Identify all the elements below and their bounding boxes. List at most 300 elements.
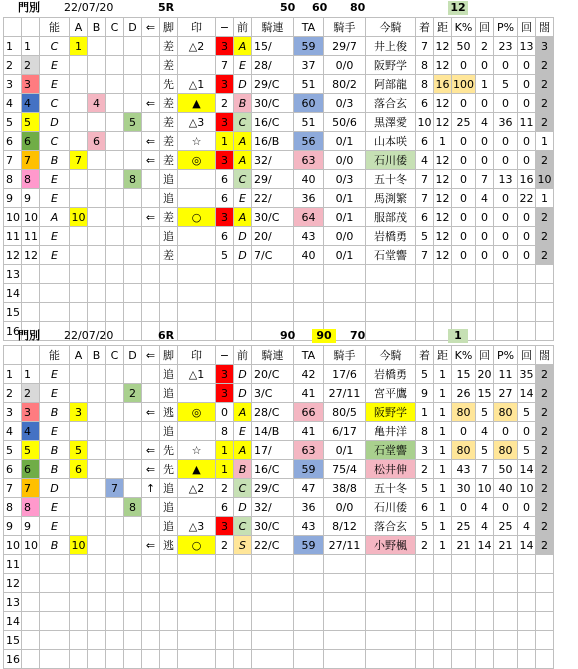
empty-cell: [22, 593, 40, 612]
k-count: 0: [476, 246, 494, 265]
dash-value: 1: [216, 132, 234, 151]
finish-position: 10: [416, 113, 434, 132]
empty-cell: [178, 284, 216, 303]
jockey-record: 27/11: [324, 536, 366, 555]
gap-value: 2: [536, 403, 554, 422]
ta-score: 37: [294, 56, 324, 75]
empty-cell: [476, 612, 494, 631]
prev-grade: C: [234, 170, 252, 189]
jockey-name: 宮平鷹: [366, 384, 416, 403]
score-d: [124, 479, 142, 498]
empty-cell: [324, 284, 366, 303]
empty-cell: [434, 303, 452, 322]
empty-cell: [416, 612, 434, 631]
ta-score: 59: [294, 37, 324, 56]
jockey-combo: 16/B: [252, 132, 294, 151]
p-count: 14: [518, 536, 536, 555]
empty-cell: [494, 593, 518, 612]
k-percent: 0: [452, 132, 476, 151]
jockey-name: 石堂響: [366, 246, 416, 265]
arrow-mark: ⇐: [142, 460, 160, 479]
prediction-mark: ○: [178, 536, 216, 555]
prev-grade: E: [234, 56, 252, 75]
jockey-record: 80/5: [324, 403, 366, 422]
score-d: [124, 208, 142, 227]
venue-label: 門別: [18, 329, 40, 342]
waku-number: 5: [22, 113, 40, 132]
empty-cell: [124, 574, 142, 593]
empty-cell: [434, 650, 452, 669]
score-d: [124, 94, 142, 113]
empty-cell: [494, 612, 518, 631]
table-row: [4, 365, 554, 384]
row-index: 10: [4, 208, 22, 227]
k-count: 14: [476, 536, 494, 555]
gap-value: 2: [536, 246, 554, 265]
score-a: [70, 246, 88, 265]
finish-position: 8: [416, 422, 434, 441]
waku-number: 4: [22, 94, 40, 113]
k-percent: 80: [452, 403, 476, 422]
p-count: 5: [518, 403, 536, 422]
column-header: 閤: [536, 346, 554, 365]
finish-position: 2: [416, 536, 434, 555]
top-right-value: 1: [448, 329, 468, 343]
running-style: 追: [160, 170, 178, 189]
empty-cell: [518, 612, 536, 631]
empty-cell: [106, 303, 124, 322]
empty-cell: [22, 650, 40, 669]
column-header: 騎連: [252, 346, 294, 365]
score-a: 3: [70, 403, 88, 422]
score-a: 6: [70, 460, 88, 479]
empty-cell: [452, 284, 476, 303]
empty-cell: [366, 593, 416, 612]
ta-score: 51: [294, 75, 324, 94]
distance-value: 12: [434, 94, 452, 113]
dash-value: 6: [216, 170, 234, 189]
table-row: [4, 113, 554, 132]
running-style: 差: [160, 113, 178, 132]
p-count: 16: [518, 170, 536, 189]
empty-cell: [324, 593, 366, 612]
k-count: 15: [476, 384, 494, 403]
k-percent: 25: [452, 113, 476, 132]
empty-cell: [160, 650, 178, 669]
score-a: [70, 75, 88, 94]
waku-number: 9: [22, 189, 40, 208]
empty-cell: [22, 265, 40, 284]
row-index: 13: [4, 593, 22, 612]
empty-cell: [160, 265, 178, 284]
score-b: [88, 189, 106, 208]
empty-cell: [416, 631, 434, 650]
empty-cell: [216, 284, 234, 303]
column-header-row: [4, 18, 554, 37]
score-b: [88, 365, 106, 384]
race-table: [3, 345, 554, 669]
column-header: D: [124, 346, 142, 365]
score-c: [106, 56, 124, 75]
jockey-combo: 29/: [252, 170, 294, 189]
row-index: 12: [4, 574, 22, 593]
score-b: [88, 498, 106, 517]
empty-cell: [142, 265, 160, 284]
p-percent: 0: [494, 227, 518, 246]
jockey-combo: 28/C: [252, 403, 294, 422]
dash-value: 7: [216, 56, 234, 75]
score-c: [106, 227, 124, 246]
column-header: 能: [40, 18, 70, 37]
p-percent: 0: [494, 94, 518, 113]
waku-number: 10: [22, 536, 40, 555]
empty-cell: [216, 265, 234, 284]
empty-cell: [252, 555, 294, 574]
empty-cell: [452, 303, 476, 322]
dash-value: 6: [216, 189, 234, 208]
empty-cell: [366, 303, 416, 322]
arrow-mark: ⇐: [142, 94, 160, 113]
empty-cell: [216, 631, 234, 650]
prev-grade: D: [234, 75, 252, 94]
score-c: [106, 37, 124, 56]
gap-value: 2: [536, 460, 554, 479]
empty-cell: [434, 631, 452, 650]
ability-grade: E: [40, 189, 70, 208]
row-index: 1: [4, 37, 22, 56]
gap-value: 2: [536, 479, 554, 498]
jockey-record: 6/17: [324, 422, 366, 441]
jockey-name: 岩橋勇: [366, 365, 416, 384]
empty-cell: [22, 574, 40, 593]
p-percent: 0: [494, 132, 518, 151]
prediction-mark: ▲: [178, 460, 216, 479]
arrow-mark: ⇐: [142, 441, 160, 460]
empty-cell: [106, 650, 124, 669]
empty-cell: [216, 303, 234, 322]
empty-cell: [252, 574, 294, 593]
empty-cell: [216, 574, 234, 593]
jockey-combo: 30/C: [252, 208, 294, 227]
k-percent: 21: [452, 536, 476, 555]
empty-cell: [518, 593, 536, 612]
empty-cell: [106, 284, 124, 303]
k-count: 10: [476, 479, 494, 498]
empty-cell: [518, 265, 536, 284]
jockey-name: 落合玄: [366, 94, 416, 113]
venue-label: 門別: [18, 1, 40, 14]
gap-value: 2: [536, 441, 554, 460]
empty-cell: [294, 593, 324, 612]
empty-cell: [22, 303, 40, 322]
waku-number: 3: [22, 403, 40, 422]
score-a: 7: [70, 151, 88, 170]
score-d: 2: [124, 384, 142, 403]
empty-cell: [294, 650, 324, 669]
k-count: 4: [476, 498, 494, 517]
p-percent: 80: [494, 403, 518, 422]
prediction-mark: △2: [178, 37, 216, 56]
score-a: [70, 422, 88, 441]
top-value-1: 90: [280, 329, 296, 342]
jockey-name: 黒澤愛: [366, 113, 416, 132]
empty-cell: [536, 593, 554, 612]
arrow-mark: [142, 170, 160, 189]
top-value-3: 70: [350, 329, 366, 342]
jockey-record: 0/0: [324, 227, 366, 246]
jockey-combo: 30/C: [252, 94, 294, 113]
column-header: 回: [518, 18, 536, 37]
p-percent: 0: [494, 208, 518, 227]
empty-cell: [216, 650, 234, 669]
score-c: [106, 208, 124, 227]
score-b: [88, 227, 106, 246]
running-style: 先: [160, 441, 178, 460]
p-percent: 0: [494, 498, 518, 517]
jockey-record: 17/6: [324, 365, 366, 384]
table-row: [4, 498, 554, 517]
empty-cell: [416, 284, 434, 303]
empty-cell: [178, 650, 216, 669]
jockey-record: 0/1: [324, 441, 366, 460]
arrow-mark: [142, 246, 160, 265]
ta-score: 59: [294, 536, 324, 555]
jockey-combo: 3/C: [252, 384, 294, 403]
column-header: P%: [494, 346, 518, 365]
empty-cell: [178, 631, 216, 650]
prediction-mark: [178, 56, 216, 75]
gap-value: 2: [536, 94, 554, 113]
empty-cell: [366, 631, 416, 650]
jockey-record: 0/1: [324, 132, 366, 151]
empty-cell: [518, 303, 536, 322]
empty-cell: [416, 650, 434, 669]
k-count: 4: [476, 113, 494, 132]
empty-cell: [294, 303, 324, 322]
column-header: 回: [518, 346, 536, 365]
dash-value: 6: [216, 227, 234, 246]
prediction-mark: [178, 422, 216, 441]
ta-score: 36: [294, 498, 324, 517]
empty-cell: [416, 593, 434, 612]
row-index: 8: [4, 170, 22, 189]
k-count: 0: [476, 94, 494, 113]
jockey-record: 75/4: [324, 460, 366, 479]
k-count: 4: [476, 517, 494, 536]
finish-position: 8: [416, 56, 434, 75]
score-b: [88, 422, 106, 441]
table-row: [4, 517, 554, 536]
empty-cell: [324, 574, 366, 593]
prev-grade: A: [234, 151, 252, 170]
score-c: [106, 189, 124, 208]
gap-value: 2: [536, 208, 554, 227]
row-index: 15: [4, 631, 22, 650]
column-header: 閤: [536, 18, 554, 37]
empty-cell: [142, 650, 160, 669]
running-style: 追: [160, 479, 178, 498]
jockey-record: 0/0: [324, 56, 366, 75]
prev-grade: C: [234, 113, 252, 132]
waku-number: 12: [22, 246, 40, 265]
jockey-name: 松井伸: [366, 460, 416, 479]
table-row: [4, 265, 554, 284]
distance-value: 12: [434, 56, 452, 75]
score-d: [124, 132, 142, 151]
distance-value: 1: [434, 403, 452, 422]
ta-score: 42: [294, 365, 324, 384]
empty-cell: [294, 555, 324, 574]
empty-cell: [324, 612, 366, 631]
distance-value: 12: [434, 246, 452, 265]
row-index: 8: [4, 498, 22, 517]
empty-cell: [324, 631, 366, 650]
race-panel-6r: [0, 328, 578, 666]
jockey-combo: 22/C: [252, 536, 294, 555]
column-header-row: [4, 346, 554, 365]
empty-cell: [518, 631, 536, 650]
k-percent: 25: [452, 517, 476, 536]
running-style: 逃: [160, 536, 178, 555]
prediction-mark: [178, 246, 216, 265]
empty-cell: [452, 574, 476, 593]
running-style: 逃: [160, 403, 178, 422]
top-value-3: 80: [350, 1, 366, 14]
k-percent: 0: [452, 227, 476, 246]
running-style: 追: [160, 498, 178, 517]
empty-cell: [366, 574, 416, 593]
empty-cell: [234, 631, 252, 650]
top-right-value: 12: [448, 1, 468, 15]
k-percent: 26: [452, 384, 476, 403]
row-index: 14: [4, 612, 22, 631]
column-header: 騎手: [324, 18, 366, 37]
prev-grade: D: [234, 498, 252, 517]
row-index: 5: [4, 113, 22, 132]
empty-cell: [216, 593, 234, 612]
empty-cell: [366, 265, 416, 284]
score-d: 8: [124, 170, 142, 189]
dash-value: 2: [216, 479, 234, 498]
running-style: 差: [160, 37, 178, 56]
ability-grade: B: [40, 403, 70, 422]
jockey-name: 石堂響: [366, 441, 416, 460]
ability-grade: B: [40, 151, 70, 170]
p-percent: 0: [494, 422, 518, 441]
table-row: [4, 612, 554, 631]
empty-cell: [434, 612, 452, 631]
empty-cell: [366, 612, 416, 631]
empty-cell: [124, 593, 142, 612]
table-row: [4, 246, 554, 265]
prev-grade: D: [234, 384, 252, 403]
running-style: 追: [160, 227, 178, 246]
table-row: [4, 189, 554, 208]
empty-cell: [216, 612, 234, 631]
score-a: [70, 517, 88, 536]
prediction-mark: △2: [178, 479, 216, 498]
score-a: [70, 56, 88, 75]
score-b: [88, 246, 106, 265]
prev-grade: B: [234, 94, 252, 113]
prediction-mark: [178, 189, 216, 208]
race-header: [0, 328, 578, 346]
jockey-name: 五十冬: [366, 170, 416, 189]
prediction-mark: [178, 498, 216, 517]
score-c: 7: [106, 479, 124, 498]
k-count: 5: [476, 403, 494, 422]
jockey-name: 石川倭: [366, 498, 416, 517]
empty-cell: [476, 303, 494, 322]
empty-cell: [476, 631, 494, 650]
column-header: 今騎: [366, 346, 416, 365]
waku-number: 8: [22, 498, 40, 517]
gap-value: 2: [536, 517, 554, 536]
empty-cell: [142, 612, 160, 631]
k-count: 7: [476, 170, 494, 189]
ta-score: 60: [294, 94, 324, 113]
arrow-mark: ⇐: [142, 132, 160, 151]
column-header: P%: [494, 18, 518, 37]
row-index: 14: [4, 284, 22, 303]
jockey-name: 五十冬: [366, 479, 416, 498]
dash-value: 3: [216, 208, 234, 227]
prev-grade: A: [234, 441, 252, 460]
jockey-combo: 29/C: [252, 479, 294, 498]
empty-cell: [178, 303, 216, 322]
empty-cell: [252, 631, 294, 650]
column-header: C: [106, 18, 124, 37]
score-c: [106, 498, 124, 517]
jockey-combo: 16/C: [252, 113, 294, 132]
prediction-mark: [178, 227, 216, 246]
prediction-mark: [178, 170, 216, 189]
empty-cell: [40, 574, 70, 593]
k-count: 7: [476, 460, 494, 479]
empty-cell: [106, 574, 124, 593]
distance-value: 1: [434, 479, 452, 498]
empty-cell: [70, 650, 88, 669]
dash-value: 1: [216, 460, 234, 479]
running-style: 差: [160, 208, 178, 227]
empty-cell: [88, 650, 106, 669]
prediction-mark: ○: [178, 208, 216, 227]
distance-value: 1: [434, 517, 452, 536]
score-c: [106, 246, 124, 265]
score-b: [88, 75, 106, 94]
empty-cell: [476, 650, 494, 669]
empty-cell: [536, 555, 554, 574]
k-count: 1: [476, 75, 494, 94]
empty-cell: [518, 555, 536, 574]
prev-grade: A: [234, 403, 252, 422]
ta-score: 47: [294, 479, 324, 498]
dash-value: 3: [216, 151, 234, 170]
jockey-combo: 32/: [252, 151, 294, 170]
table-row: [4, 536, 554, 555]
ability-grade: A: [40, 208, 70, 227]
distance-value: 1: [434, 460, 452, 479]
k-count: 0: [476, 151, 494, 170]
table-row: [4, 208, 554, 227]
empty-cell: [124, 631, 142, 650]
jockey-combo: 20/: [252, 227, 294, 246]
jockey-name: 山本咲: [366, 132, 416, 151]
dash-value: 3: [216, 384, 234, 403]
gap-value: 2: [536, 365, 554, 384]
row-index: 6: [4, 132, 22, 151]
empty-cell: [452, 612, 476, 631]
